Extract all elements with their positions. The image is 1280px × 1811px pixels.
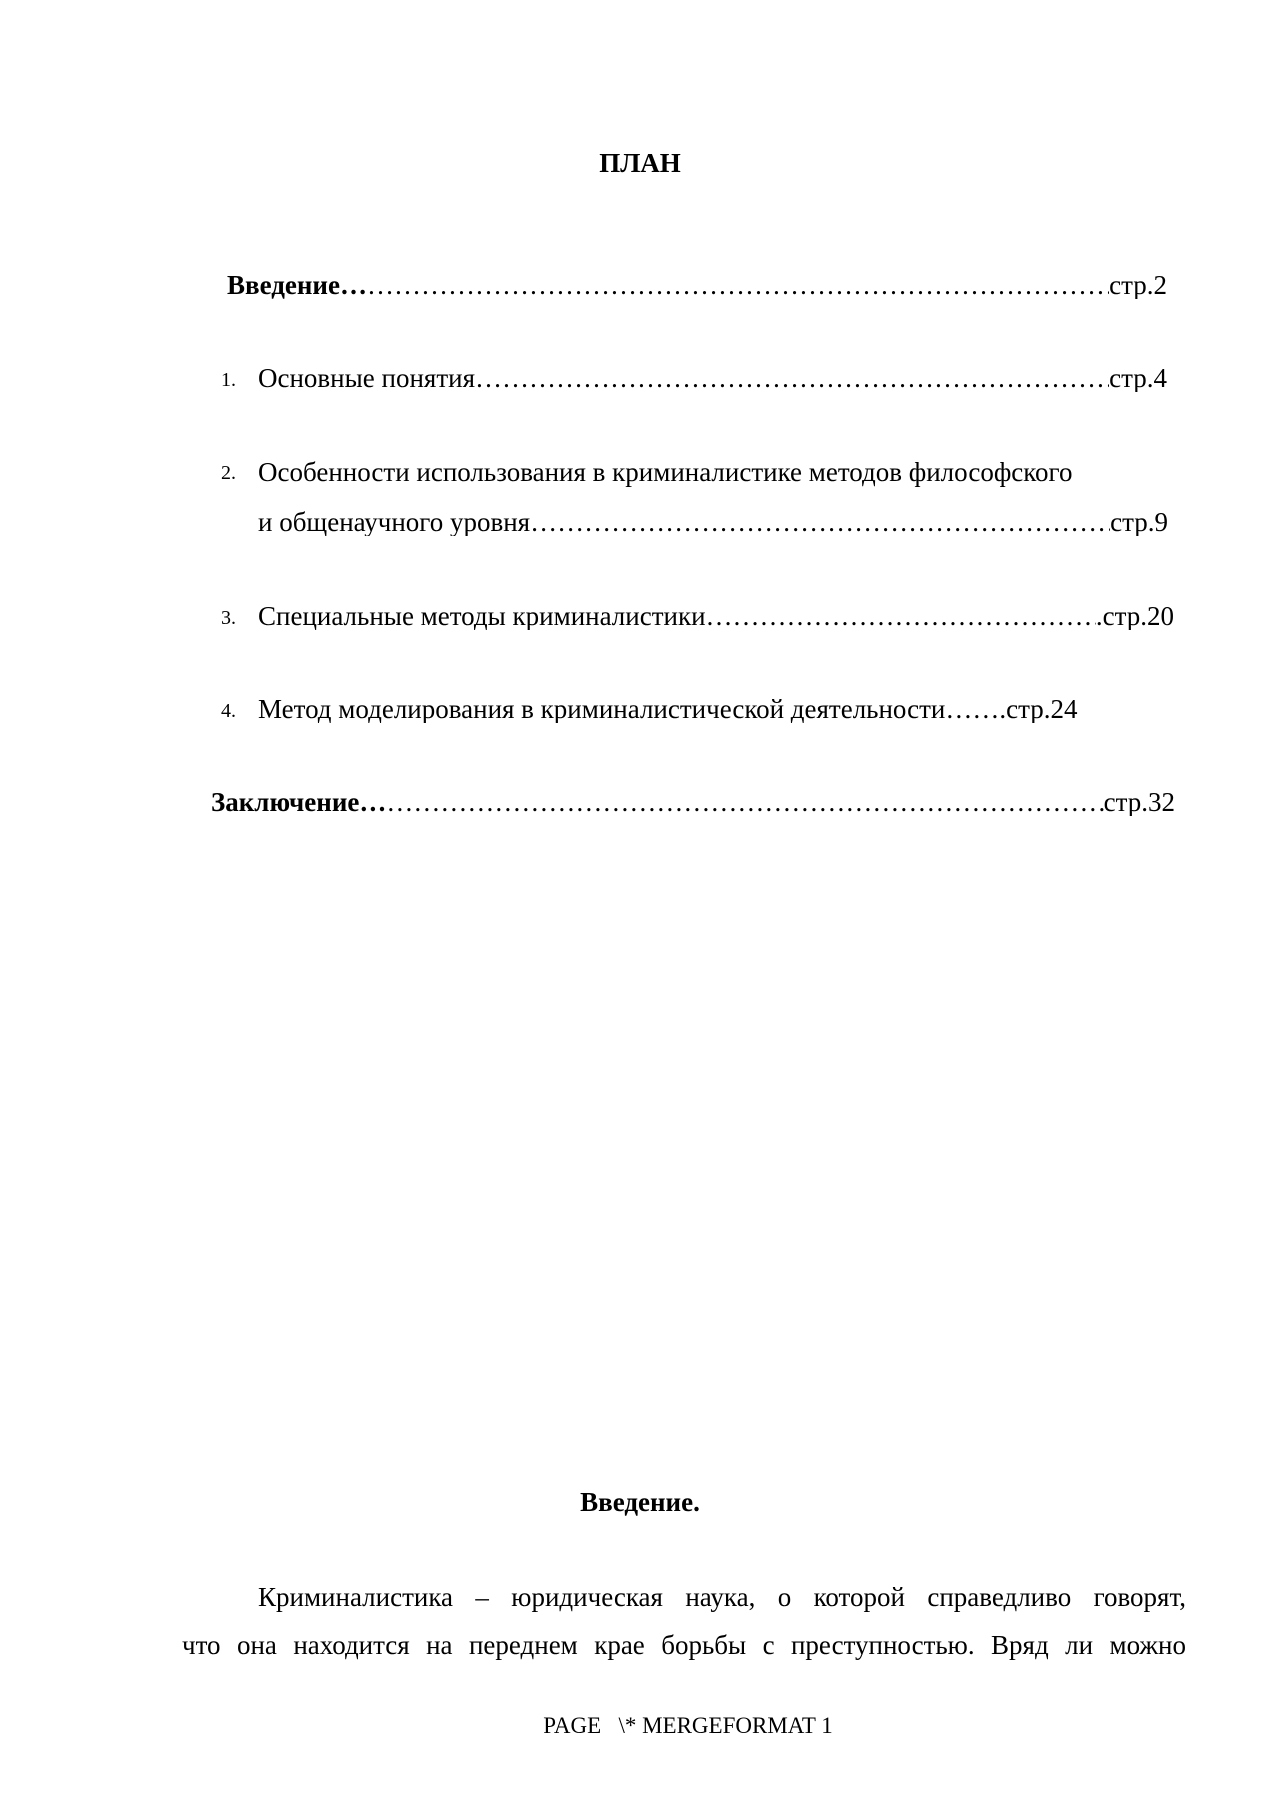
toc-conclusion-page: стр.32	[1103, 789, 1175, 816]
toc-item-label: Специальные методы криминалистики	[258, 603, 706, 630]
toc-item-number: 1.	[221, 369, 236, 391]
toc-item-label-line1: Особенности использования в криминалистике методов философского	[258, 457, 1073, 487]
toc-row-item-4	[258, 696, 1172, 723]
introduction-heading: Введение.	[580, 1487, 700, 1517]
toc-leader	[367, 272, 1109, 299]
toc-item-number: 4.	[221, 700, 236, 722]
toc-leader	[475, 365, 1109, 392]
toc-item-number: 3.	[221, 607, 236, 629]
toc-leader	[706, 603, 1096, 630]
paragraph-line: что она находится на переднем крае борьбы с преступностью. Вряд ли можно	[182, 1630, 1186, 1660]
paragraph-line: Криминалистика – юридическая наука, о которой справедливо говорят,	[258, 1582, 1186, 1612]
toc-row-intro	[227, 272, 1167, 299]
toc-item-number: 2.	[221, 462, 236, 484]
page-number-field: PAGE \* MERGEFORMAT 1	[543, 1713, 833, 1738]
toc-item-page: .стр.20	[1095, 603, 1174, 630]
toc-item-label: Метод моделирования в криминалистической деятельности	[258, 696, 946, 723]
toc-row-item-3	[258, 603, 1174, 630]
toc-item-page: стр.9	[1110, 509, 1168, 536]
toc-leader	[386, 789, 1103, 816]
toc-conclusion-label: Заключение…	[211, 789, 387, 816]
toc-item-page: …….стр.24	[945, 696, 1078, 723]
toc-row-item-2	[258, 509, 1168, 536]
plan-title: ПЛАН	[599, 148, 681, 178]
toc-item-page: стр.4	[1109, 365, 1167, 392]
toc-leader	[530, 509, 1110, 536]
toc-row-conclusion	[211, 789, 1175, 816]
toc-intro-page: стр.2	[1109, 272, 1167, 299]
toc-item-label-line2: и общенаучного уровня	[258, 509, 531, 536]
toc-row-item-1	[258, 365, 1167, 392]
toc-intro-label: Введение…	[227, 272, 367, 299]
toc-item-label: Основные понятия	[258, 365, 475, 392]
